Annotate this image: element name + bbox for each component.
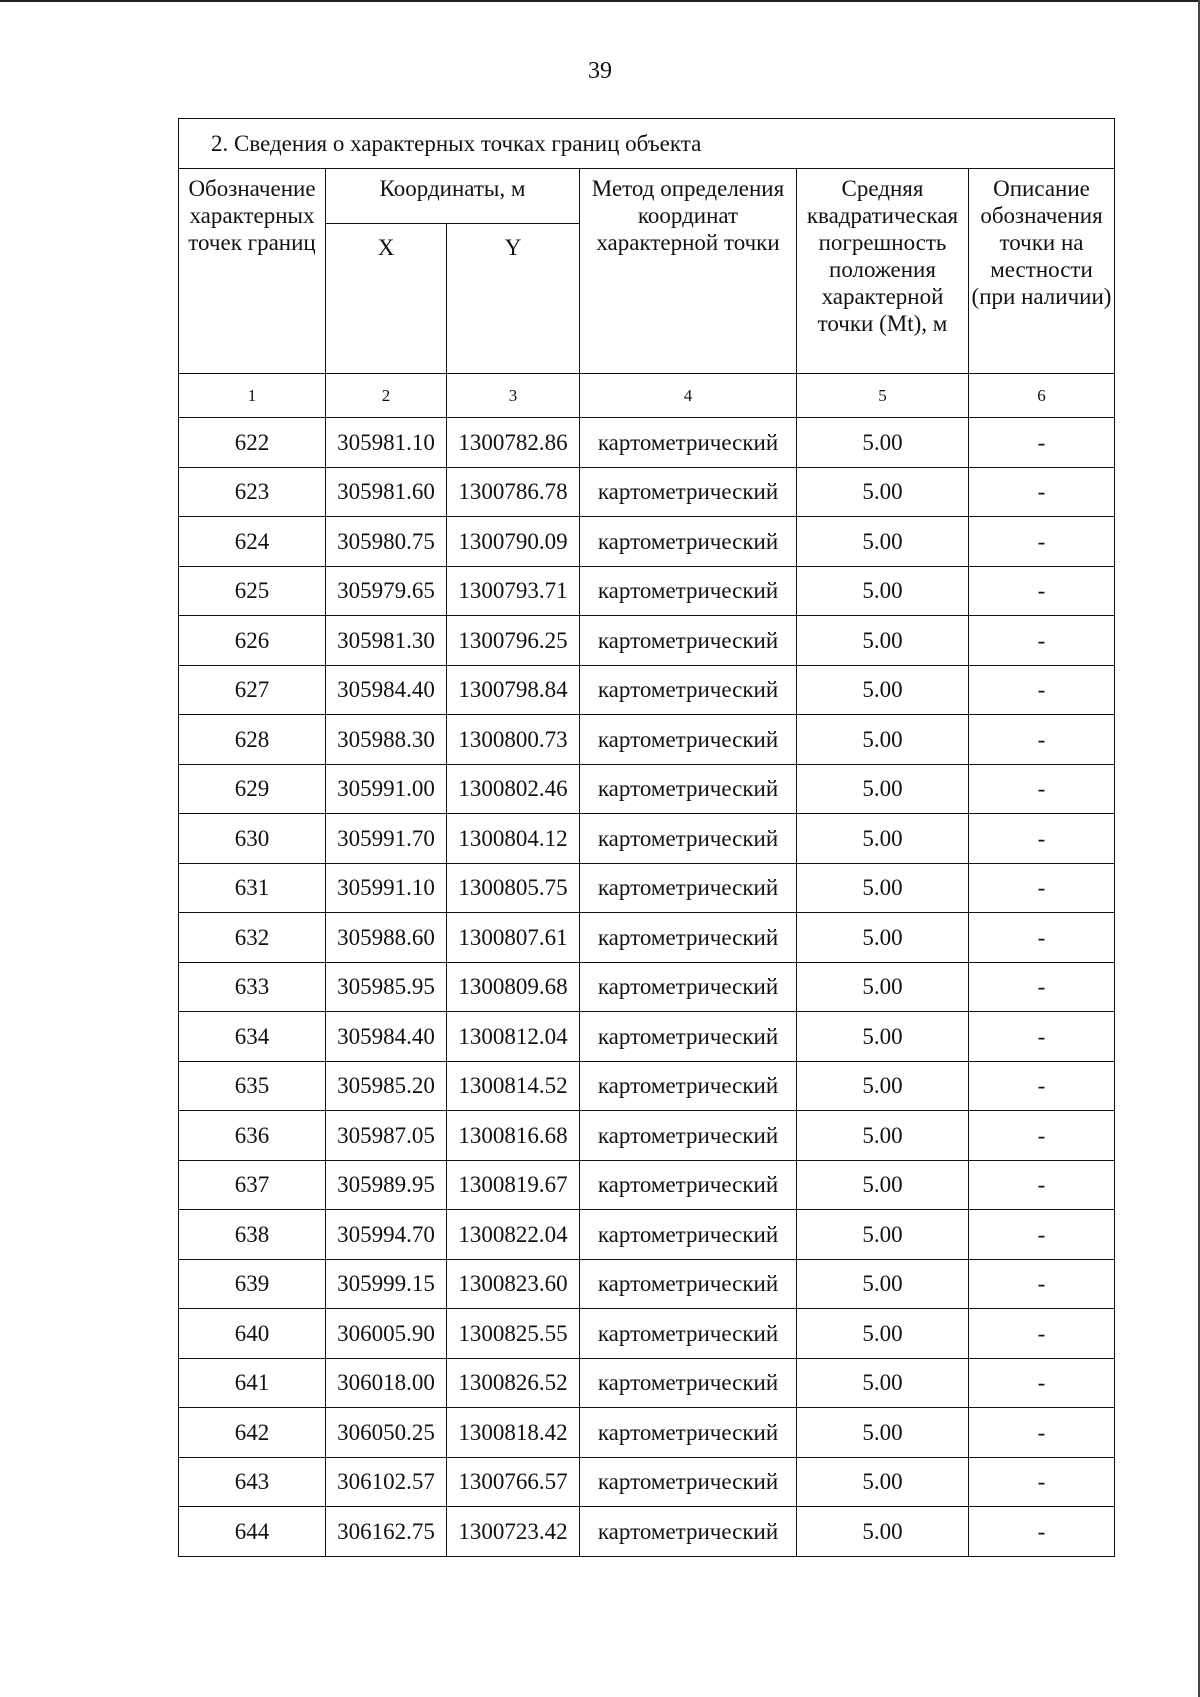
cell-x: 305985.20 bbox=[326, 1061, 447, 1111]
cell-method: картометрический bbox=[580, 1507, 797, 1557]
cell-x: 306005.90 bbox=[326, 1309, 447, 1359]
cell-x: 305981.60 bbox=[326, 467, 447, 517]
cell-point: 633 bbox=[179, 962, 326, 1012]
cell-y: 1300790.09 bbox=[447, 517, 580, 567]
table-row bbox=[179, 715, 1115, 765]
cell-y: 1300818.42 bbox=[447, 1408, 580, 1458]
table-row bbox=[179, 1160, 1115, 1210]
table-row bbox=[179, 1012, 1115, 1062]
cell-description: - bbox=[969, 1160, 1115, 1210]
table-row bbox=[179, 1259, 1115, 1309]
cell-description: - bbox=[969, 467, 1115, 517]
cell-x: 305994.70 bbox=[326, 1210, 447, 1260]
cell-y: 1300723.42 bbox=[447, 1507, 580, 1557]
cell-point: 634 bbox=[179, 1012, 326, 1062]
cell-description: - bbox=[969, 1408, 1115, 1458]
column-number: 6 bbox=[969, 374, 1115, 418]
cell-point: 632 bbox=[179, 913, 326, 963]
cell-error: 5.00 bbox=[797, 665, 969, 715]
cell-method: картометрический bbox=[580, 962, 797, 1012]
page-number: 39 bbox=[588, 58, 612, 84]
table-row bbox=[179, 616, 1115, 666]
cell-point: 630 bbox=[179, 814, 326, 864]
cell-y: 1300782.86 bbox=[447, 418, 580, 468]
cell-error: 5.00 bbox=[797, 1012, 969, 1062]
cell-method: картометрический bbox=[580, 1309, 797, 1359]
cell-error: 5.00 bbox=[797, 418, 969, 468]
cell-description: - bbox=[969, 962, 1115, 1012]
cell-y: 1300786.78 bbox=[447, 467, 580, 517]
cell-y: 1300796.25 bbox=[447, 616, 580, 666]
cell-y: 1300800.73 bbox=[447, 715, 580, 765]
table-row bbox=[179, 1309, 1115, 1359]
header-error: Средняя квадратическая погрешность положения характерной точки (Mt), м bbox=[797, 169, 969, 374]
cell-error: 5.00 bbox=[797, 764, 969, 814]
table-row bbox=[179, 1457, 1115, 1507]
table-row bbox=[179, 1061, 1115, 1111]
table-row bbox=[179, 1111, 1115, 1161]
cell-description: - bbox=[969, 863, 1115, 913]
cell-point: 638 bbox=[179, 1210, 326, 1260]
cell-method: картометрический bbox=[580, 418, 797, 468]
table-row bbox=[179, 764, 1115, 814]
cell-method: картометрический bbox=[580, 1457, 797, 1507]
cell-description: - bbox=[969, 517, 1115, 567]
cell-method: картометрический bbox=[580, 1210, 797, 1260]
cell-error: 5.00 bbox=[797, 566, 969, 616]
cell-error: 5.00 bbox=[797, 1507, 969, 1557]
cell-y: 1300826.52 bbox=[447, 1358, 580, 1408]
cell-x: 305991.00 bbox=[326, 764, 447, 814]
cell-x: 305981.30 bbox=[326, 616, 447, 666]
cell-y: 1300823.60 bbox=[447, 1259, 580, 1309]
cell-error: 5.00 bbox=[797, 517, 969, 567]
cell-method: картометрический bbox=[580, 517, 797, 567]
cell-error: 5.00 bbox=[797, 913, 969, 963]
table-row bbox=[179, 418, 1115, 468]
table-row bbox=[179, 814, 1115, 864]
cell-point: 636 bbox=[179, 1111, 326, 1161]
cell-point: 639 bbox=[179, 1259, 326, 1309]
cell-method: картометрический bbox=[580, 863, 797, 913]
cell-y: 1300822.04 bbox=[447, 1210, 580, 1260]
cell-description: - bbox=[969, 1507, 1115, 1557]
cell-point: 635 bbox=[179, 1061, 326, 1111]
cell-description: - bbox=[969, 715, 1115, 765]
cell-x: 305989.95 bbox=[326, 1160, 447, 1210]
cell-point: 641 bbox=[179, 1358, 326, 1408]
cell-method: картометрический bbox=[580, 1408, 797, 1458]
cell-y: 1300804.12 bbox=[447, 814, 580, 864]
scan-edge-top bbox=[0, 0, 1200, 2]
table-row bbox=[179, 863, 1115, 913]
cell-point: 643 bbox=[179, 1457, 326, 1507]
cell-y: 1300805.75 bbox=[447, 863, 580, 913]
boundary-points-table bbox=[178, 118, 1115, 1557]
cell-point: 640 bbox=[179, 1309, 326, 1359]
cell-y: 1300807.61 bbox=[447, 913, 580, 963]
cell-description: - bbox=[969, 418, 1115, 468]
cell-point: 629 bbox=[179, 764, 326, 814]
cell-x: 306102.57 bbox=[326, 1457, 447, 1507]
cell-error: 5.00 bbox=[797, 616, 969, 666]
cell-description: - bbox=[969, 1061, 1115, 1111]
header-x: X bbox=[326, 224, 447, 374]
cell-x: 305981.10 bbox=[326, 418, 447, 468]
cell-error: 5.00 bbox=[797, 467, 969, 517]
cell-description: - bbox=[969, 665, 1115, 715]
cell-point: 626 bbox=[179, 616, 326, 666]
cell-x: 305988.30 bbox=[326, 715, 447, 765]
cell-method: картометрический bbox=[580, 1259, 797, 1309]
column-number: 4 bbox=[580, 374, 797, 418]
cell-method: картометрический bbox=[580, 814, 797, 864]
cell-y: 1300798.84 bbox=[447, 665, 580, 715]
cell-error: 5.00 bbox=[797, 1457, 969, 1507]
cell-y: 1300814.52 bbox=[447, 1061, 580, 1111]
cell-x: 305980.75 bbox=[326, 517, 447, 567]
cell-point: 624 bbox=[179, 517, 326, 567]
cell-error: 5.00 bbox=[797, 1259, 969, 1309]
header-method: Метод определения координат характерной точки bbox=[580, 169, 797, 374]
header-point: Обозначение характерных точек границ bbox=[179, 169, 326, 374]
cell-point: 637 bbox=[179, 1160, 326, 1210]
cell-description: - bbox=[969, 1210, 1115, 1260]
cell-method: картометрический bbox=[580, 616, 797, 666]
cell-method: картометрический bbox=[580, 1012, 797, 1062]
cell-y: 1300802.46 bbox=[447, 764, 580, 814]
column-number-row bbox=[179, 374, 1115, 418]
cell-error: 5.00 bbox=[797, 1309, 969, 1359]
cell-method: картометрический bbox=[580, 566, 797, 616]
header-description: Описание обозначения точки на местности (при наличии) bbox=[969, 169, 1115, 374]
cell-y: 1300812.04 bbox=[447, 1012, 580, 1062]
header-y: Y bbox=[447, 224, 580, 374]
cell-error: 5.00 bbox=[797, 715, 969, 765]
cell-x: 306018.00 bbox=[326, 1358, 447, 1408]
cell-x: 305979.65 bbox=[326, 566, 447, 616]
cell-method: картометрический bbox=[580, 467, 797, 517]
cell-point: 622 bbox=[179, 418, 326, 468]
table-row bbox=[179, 665, 1115, 715]
cell-method: картометрический bbox=[580, 764, 797, 814]
table-row bbox=[179, 1210, 1115, 1260]
table-row bbox=[179, 1408, 1115, 1458]
cell-x: 305985.95 bbox=[326, 962, 447, 1012]
cell-point: 625 bbox=[179, 566, 326, 616]
cell-error: 5.00 bbox=[797, 1061, 969, 1111]
cell-x: 305991.10 bbox=[326, 863, 447, 913]
cell-y: 1300809.68 bbox=[447, 962, 580, 1012]
cell-point: 644 bbox=[179, 1507, 326, 1557]
cell-description: - bbox=[969, 1111, 1115, 1161]
table-row bbox=[179, 566, 1115, 616]
cell-description: - bbox=[969, 1309, 1115, 1359]
column-number: 2 bbox=[326, 374, 447, 418]
cell-description: - bbox=[969, 814, 1115, 864]
cell-error: 5.00 bbox=[797, 1408, 969, 1458]
cell-description: - bbox=[969, 1457, 1115, 1507]
cell-description: - bbox=[969, 616, 1115, 666]
cell-error: 5.00 bbox=[797, 1358, 969, 1408]
cell-error: 5.00 bbox=[797, 863, 969, 913]
cell-y: 1300825.55 bbox=[447, 1309, 580, 1359]
cell-method: картометрический bbox=[580, 1061, 797, 1111]
cell-x: 305991.70 bbox=[326, 814, 447, 864]
table-title: 2. Сведения о характерных точках границ объекта bbox=[179, 119, 1115, 169]
cell-x: 305999.15 bbox=[326, 1259, 447, 1309]
column-number: 5 bbox=[797, 374, 969, 418]
table-row bbox=[179, 913, 1115, 963]
cell-x: 305984.40 bbox=[326, 1012, 447, 1062]
cell-y: 1300766.57 bbox=[447, 1457, 580, 1507]
cell-x: 305984.40 bbox=[326, 665, 447, 715]
cell-x: 306162.75 bbox=[326, 1507, 447, 1557]
column-number: 3 bbox=[447, 374, 580, 418]
cell-x: 306050.25 bbox=[326, 1408, 447, 1458]
cell-point: 627 bbox=[179, 665, 326, 715]
cell-description: - bbox=[969, 913, 1115, 963]
cell-description: - bbox=[969, 566, 1115, 616]
cell-error: 5.00 bbox=[797, 1160, 969, 1210]
cell-x: 305987.05 bbox=[326, 1111, 447, 1161]
cell-y: 1300793.71 bbox=[447, 566, 580, 616]
cell-y: 1300816.68 bbox=[447, 1111, 580, 1161]
cell-method: картометрический bbox=[580, 1358, 797, 1408]
table-row bbox=[179, 1507, 1115, 1557]
cell-method: картометрический bbox=[580, 715, 797, 765]
cell-method: картометрический bbox=[580, 913, 797, 963]
cell-error: 5.00 bbox=[797, 962, 969, 1012]
column-number: 1 bbox=[179, 374, 326, 418]
table-row bbox=[179, 467, 1115, 517]
table-row bbox=[179, 517, 1115, 567]
cell-description: - bbox=[969, 1259, 1115, 1309]
cell-point: 623 bbox=[179, 467, 326, 517]
header-coordinates: Координаты, м bbox=[326, 169, 580, 224]
cell-y: 1300819.67 bbox=[447, 1160, 580, 1210]
cell-error: 5.00 bbox=[797, 814, 969, 864]
cell-point: 642 bbox=[179, 1408, 326, 1458]
table-row bbox=[179, 962, 1115, 1012]
cell-point: 631 bbox=[179, 863, 326, 913]
cell-error: 5.00 bbox=[797, 1111, 969, 1161]
cell-error: 5.00 bbox=[797, 1210, 969, 1260]
cell-x: 305988.60 bbox=[326, 913, 447, 963]
cell-description: - bbox=[969, 764, 1115, 814]
cell-description: - bbox=[969, 1012, 1115, 1062]
cell-description: - bbox=[969, 1358, 1115, 1408]
cell-method: картометрический bbox=[580, 1160, 797, 1210]
table-row bbox=[179, 1358, 1115, 1408]
cell-point: 628 bbox=[179, 715, 326, 765]
cell-method: картометрический bbox=[580, 1111, 797, 1161]
cell-method: картометрический bbox=[580, 665, 797, 715]
